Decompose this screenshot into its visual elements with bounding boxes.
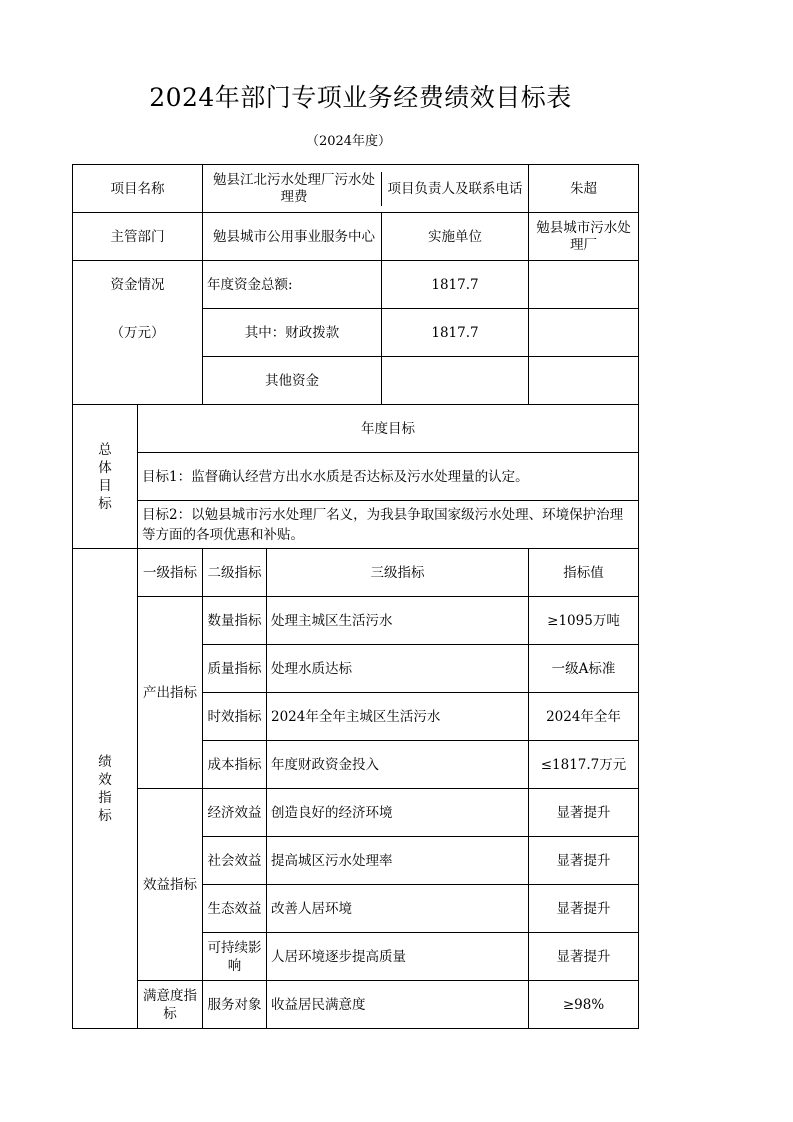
row-indicator-header bbox=[73, 549, 639, 597]
project-name-value: 勉县江北污水处理厂污水处理费 bbox=[213, 171, 375, 205]
page-subtitle bbox=[0, 130, 793, 149]
benefit-value: 显著提升 bbox=[529, 933, 639, 981]
benefit-label: 效益指标 bbox=[138, 789, 203, 981]
other-value bbox=[381, 357, 528, 404]
row-goal-1 bbox=[73, 453, 639, 501]
indicator-section-label bbox=[73, 549, 138, 1029]
goal-char-3: 目 bbox=[98, 477, 112, 494]
impl-label: 实施单位 bbox=[381, 213, 528, 260]
page-subtitle-text: （2024年度） bbox=[305, 134, 392, 149]
benefit-value: 显著提升 bbox=[529, 837, 639, 885]
output-level2: 数量指标 bbox=[203, 597, 267, 645]
row-dept bbox=[73, 213, 639, 261]
goal-1: 目标1：监督确认经营方出水水质是否达标及污水处理量的认定。 bbox=[138, 453, 639, 501]
satisfaction-level2: 服务对象 bbox=[203, 981, 267, 1029]
page-title-text: 2024年部门专项业务经费绩效目标表 bbox=[149, 83, 572, 112]
other-label: 其他资金 bbox=[265, 372, 319, 389]
table-row bbox=[73, 597, 639, 645]
goal-char-4: 标 bbox=[98, 495, 112, 512]
output-level2: 时效指标 bbox=[203, 693, 267, 741]
total-label: 年度资金总额: bbox=[207, 276, 293, 293]
table-row bbox=[73, 789, 639, 837]
row-year-goal bbox=[73, 405, 639, 453]
row-fund-other bbox=[73, 357, 639, 405]
benefit-level2: 经济效益 bbox=[203, 789, 267, 837]
ind-char-3: 指 bbox=[98, 789, 112, 806]
output-value: 2024年全年 bbox=[529, 693, 639, 741]
benefit-level3: 人居环境逐步提高质量 bbox=[267, 933, 529, 981]
contact-value: 朱超 bbox=[529, 165, 639, 213]
ind-char-2: 效 bbox=[98, 771, 112, 788]
fund-blank bbox=[73, 357, 203, 405]
goal-section-label bbox=[73, 405, 138, 549]
output-level3: 处理主城区生活污水 bbox=[267, 597, 529, 645]
table-row bbox=[73, 981, 639, 1029]
performance-table bbox=[72, 164, 639, 1029]
year-goal-label: 年度目标 bbox=[138, 405, 639, 453]
header-level2: 二级指标 bbox=[203, 549, 267, 597]
output-level2: 质量指标 bbox=[203, 645, 267, 693]
benefit-level3: 改善人居环境 bbox=[267, 885, 529, 933]
header-value: 指标值 bbox=[529, 549, 639, 597]
ind-char-4: 标 bbox=[98, 807, 112, 824]
impl-value: 勉县城市污水处理厂 bbox=[529, 213, 639, 261]
fiscal-empty bbox=[529, 309, 639, 357]
output-level3: 年度财政资金投入 bbox=[267, 741, 529, 789]
benefit-value: 显著提升 bbox=[529, 789, 639, 837]
header-level1: 一级指标 bbox=[138, 549, 203, 597]
output-level3: 2024年全年主城区生活污水 bbox=[267, 693, 529, 741]
benefit-level2: 生态效益 bbox=[203, 885, 267, 933]
benefit-level2: 可持续影响 bbox=[203, 933, 267, 981]
satisfaction-level3: 收益居民满意度 bbox=[267, 981, 529, 1029]
row-project-name bbox=[73, 165, 639, 213]
ind-char-1: 绩 bbox=[98, 753, 112, 770]
row-goal-2 bbox=[73, 501, 639, 549]
other-empty bbox=[529, 357, 639, 405]
benefit-value: 显著提升 bbox=[529, 885, 639, 933]
fund-unit-label: （万元） bbox=[73, 309, 203, 357]
goal-2: 目标2：以勉县城市污水处理厂名义，为我县争取国家级污水处理、环境保护治理等方面的各项优惠和补贴。 bbox=[138, 501, 639, 549]
fiscal-label: 其中：财政拨款 bbox=[244, 324, 340, 341]
row-fund-total bbox=[73, 261, 639, 309]
fiscal-value: 1817.7 bbox=[381, 309, 528, 356]
total-value: 1817.7 bbox=[381, 261, 528, 308]
output-level2: 成本指标 bbox=[203, 741, 267, 789]
contact-label: 项目负责人及联系电话 bbox=[381, 172, 528, 206]
benefit-level2: 社会效益 bbox=[203, 837, 267, 885]
output-value: 一级A标准 bbox=[529, 645, 639, 693]
row-fund-fiscal bbox=[73, 309, 639, 357]
dept-value: 勉县城市公用事业服务中心 bbox=[213, 228, 375, 245]
page-title bbox=[0, 78, 793, 114]
goal-char-2: 体 bbox=[98, 459, 112, 476]
satisfaction-label: 满意度指标 bbox=[138, 981, 203, 1029]
total-empty bbox=[529, 261, 639, 309]
output-label: 产出指标 bbox=[138, 597, 203, 789]
dept-label: 主管部门 bbox=[73, 213, 203, 261]
benefit-level3: 创造良好的经济环境 bbox=[267, 789, 529, 837]
output-value: ≤1817.7万元 bbox=[529, 741, 639, 789]
project-name-label: 项目名称 bbox=[73, 165, 203, 213]
goal-char-1: 总 bbox=[98, 441, 112, 458]
benefit-level3: 提高城区污水处理率 bbox=[267, 837, 529, 885]
output-value: ≥1095万吨 bbox=[529, 597, 639, 645]
header-level3: 三级指标 bbox=[267, 549, 529, 597]
satisfaction-value: ≥98% bbox=[529, 981, 639, 1029]
fund-label: 资金情况 bbox=[73, 261, 203, 309]
output-level3: 处理水质达标 bbox=[267, 645, 529, 693]
